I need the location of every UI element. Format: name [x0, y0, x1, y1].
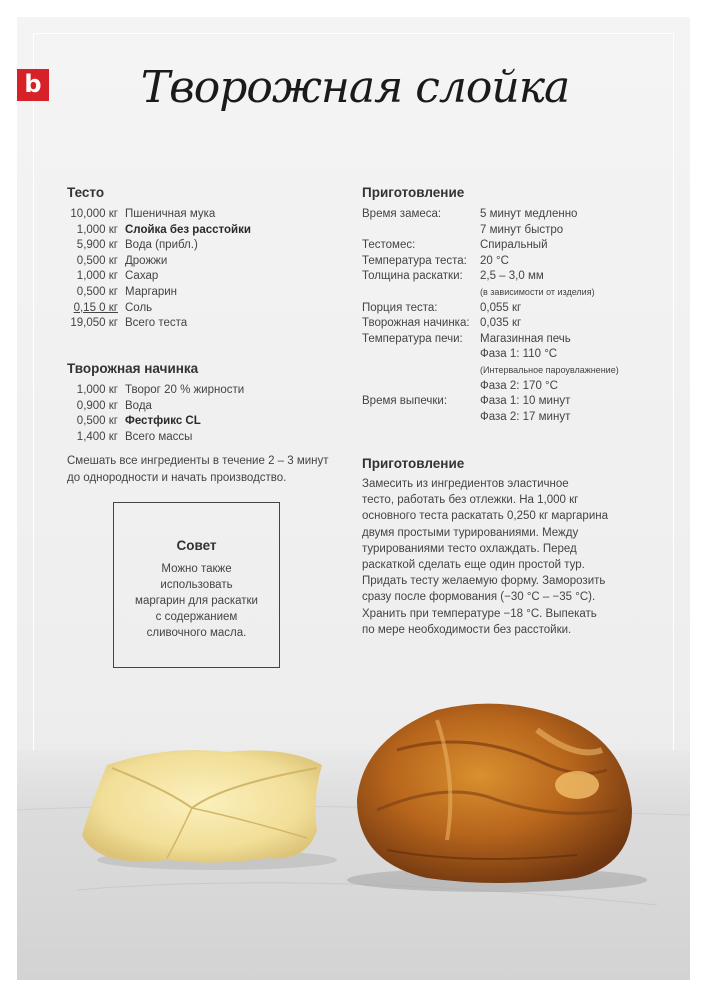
dough-ingredients	[58, 207, 251, 332]
method-text	[362, 476, 632, 638]
raw-pastry	[82, 750, 322, 862]
dough-heading: Тесто	[67, 185, 105, 200]
filling-ingredients	[58, 383, 244, 445]
method-line: раскаткой сделать еще один простой тур.	[362, 559, 585, 572]
method-line: Придать тесту желаемую форму. Заморозить	[362, 575, 606, 588]
method-line: сразу после формования (−30 °C – −35 °C).	[362, 591, 596, 604]
parameter-row: Температура теста: 20 °C	[362, 254, 509, 267]
parameter-row: Тестомес: Спиральный	[362, 239, 548, 252]
ingredient-total-row: 1,400 кг Всего массы	[76, 430, 193, 443]
tip-line: сливочного масла.	[146, 627, 247, 639]
filling-heading: Творожная начинка	[67, 361, 199, 376]
method-heading: Приготовление	[362, 456, 465, 471]
ingredient-row: 0,900 кг Вода	[76, 399, 152, 412]
tip-line: использовать	[160, 579, 233, 591]
method-line: основного теста раскатать 0,250 кг маргарина	[362, 510, 608, 523]
parameter-row: Порция теста: 0,055 кг	[362, 301, 522, 314]
ingredient-row: 1,000 кг Сахар	[76, 270, 159, 283]
tip-box	[113, 502, 280, 668]
parameter-row: Время замеса: 5 минут медленно	[362, 208, 578, 220]
tip-text	[114, 561, 279, 641]
ingredient-row: 1,000 кг Слойка без расстойки	[76, 223, 251, 236]
parameter-row: Фаза 2: 170 °C	[480, 379, 558, 392]
method-line: Хранить при температуре −18 °C. Выпекать	[362, 607, 597, 620]
tip-line: маргарин для раскатки	[135, 595, 258, 607]
parameter-row: Температура печи: Магазинная печь	[362, 332, 571, 345]
method-line: по мере необходимости без расстойки.	[362, 623, 572, 636]
ingredient-row: 5,900 кг Вода (прибл.)	[76, 239, 198, 252]
preparation-parameters	[362, 207, 619, 425]
preparation-heading: Приготовление	[362, 185, 465, 200]
ingredient-row: 10,000 кг Пшеничная мука	[70, 208, 216, 220]
recipe-title: Творожная слойка	[140, 62, 570, 113]
parameter-row: Фаза 1: 110 °C	[480, 348, 558, 361]
ingredient-total-row: 19,050 кг Всего теста	[70, 317, 188, 330]
parameter-row: Фаза 2: 17 минут	[480, 410, 571, 423]
parameter-row: 7 минут быстро	[480, 223, 564, 236]
note-line: Смешать все ингредиенты в течение 2 – 3 минут	[67, 455, 329, 467]
tip-line: с содержанием	[155, 611, 238, 623]
method-line: двумя простыми турированиями. Между	[362, 526, 579, 539]
tip-line: Можно также	[161, 563, 232, 575]
ingredient-row: 0,500 кг Маргарин	[76, 285, 178, 298]
method-line: турированиями тесто охлаждать. Перед	[362, 542, 577, 555]
tip-heading: Совет	[176, 538, 217, 553]
parameter-row: (в зависимости от изделия)	[480, 286, 595, 297]
parameter-row: Толщина раскатки: 2,5 – 3,0 мм	[362, 270, 544, 283]
note-line: до однородности и начать производство.	[67, 471, 287, 484]
method-line: тесто, работать без отлежки. На 1,000 кг	[362, 494, 579, 507]
brand-logo: b	[17, 69, 49, 101]
ingredient-row: 0,500 кг Дрожжи	[76, 254, 168, 267]
parameter-row: Время выпечки: Фаза 1: 10 минут	[362, 395, 571, 408]
parameter-row: (Интервальное пароувлажнение)	[480, 364, 619, 375]
baked-pastry	[357, 704, 632, 883]
method-line: Замесить из ингредиентов эластичное	[362, 478, 569, 490]
parameter-row: Творожная начинка: 0,035 кг	[362, 317, 522, 330]
pastry-photo	[17, 690, 690, 980]
ingredient-row: 0,15 0 кг Соль	[73, 301, 153, 314]
filling-note	[67, 453, 329, 486]
ingredient-row: 0,500 кг Фестфикс CL	[76, 415, 201, 428]
ingredient-row: 1,000 кг Творог 20 % жирности	[76, 384, 245, 396]
